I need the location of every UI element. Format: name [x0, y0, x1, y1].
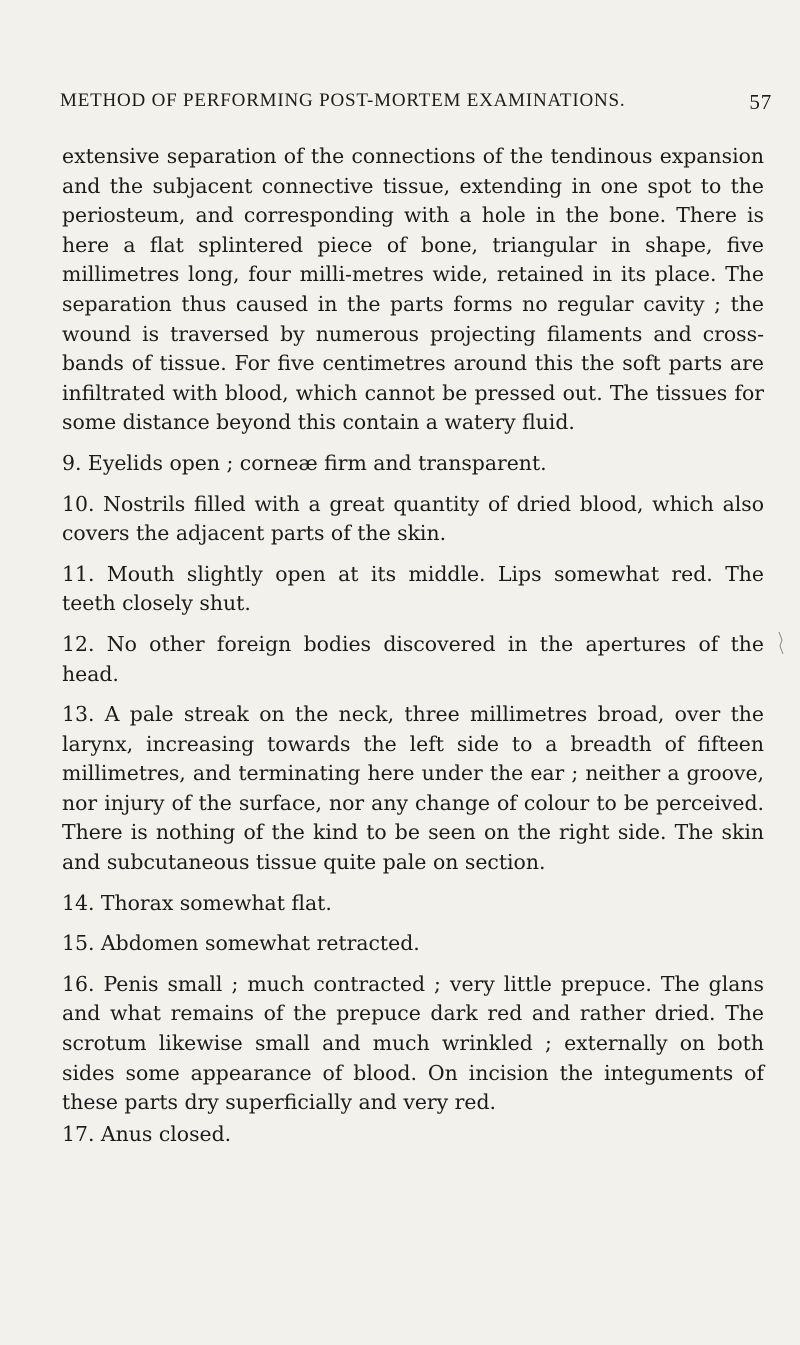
paragraph-item-14: 14. Thorax somewhat flat. — [62, 890, 332, 915]
running-head-title: METHOD OF PERFORMING POST-MORTEM EXAMINATIONS. — [60, 90, 626, 111]
paragraph-item-12: 12. No other foreign bodies discovered in the apertures of the head. — [62, 631, 764, 686]
page-number: 57 — [749, 90, 772, 114]
running-head — [60, 90, 772, 120]
paragraph-item-15: 15. Abdomen somewhat retracted. — [62, 931, 420, 956]
paragraph-item-11: 11. Mouth slightly open at its middle. Lips somewhat red. The teeth closely shut. — [62, 561, 764, 616]
paragraph-continuation: extensive separation of the connections of the tendinous expansion and the subjacent connective tissue, extending in one spot to the periosteum, and corresponding with a hole in the bone. There is here a flat splintered piece of bone, triangular in shape, five millimetres long, four milli-metres wide, retained in its place. The separation thus caused in the parts forms no regular cavity ; the wound is traversed by numerous projecting filaments and cross-bands of tissue. For five centimetres around this the soft parts are infiltrated with blood, which cannot be pressed out. The tissues for some distance beyond this contain a watery fluid. — [62, 144, 764, 435]
paragraph-item-17: 17. Anus closed. — [62, 1121, 232, 1146]
paragraph-item-16: 16. Penis small ; much contracted ; very little prepuce. The glans and what remains of the prepuce dark red and rather dried. The scrotum likewise small and much wrinkled ; externally on both sides some appearance of blood. On incision the integuments of these parts dry superficially and very red. — [62, 971, 764, 1115]
body-text — [62, 142, 764, 1160]
paragraph-item-13: 13. A pale streak on the neck, three millimetres broad, over the larynx, increasing towards the left side to a breadth of fifteen millimetres, and terminating here under the ear ; neither a groove, nor injury of the surface, nor any change of colour to be perceived. There is nothing of the kind to be seen on the right side. The skin and subcutaneous tissue quite pale on section. — [62, 702, 764, 875]
paragraph-item-10: 10. Nostrils filled with a great quantity of dried blood, which also covers the adjacent parts of the skin. — [62, 491, 764, 546]
margin-smudge-mark — [776, 630, 786, 658]
paragraph-item-9: 9. Eyelids open ; corneæ firm and transparent. — [62, 450, 547, 475]
